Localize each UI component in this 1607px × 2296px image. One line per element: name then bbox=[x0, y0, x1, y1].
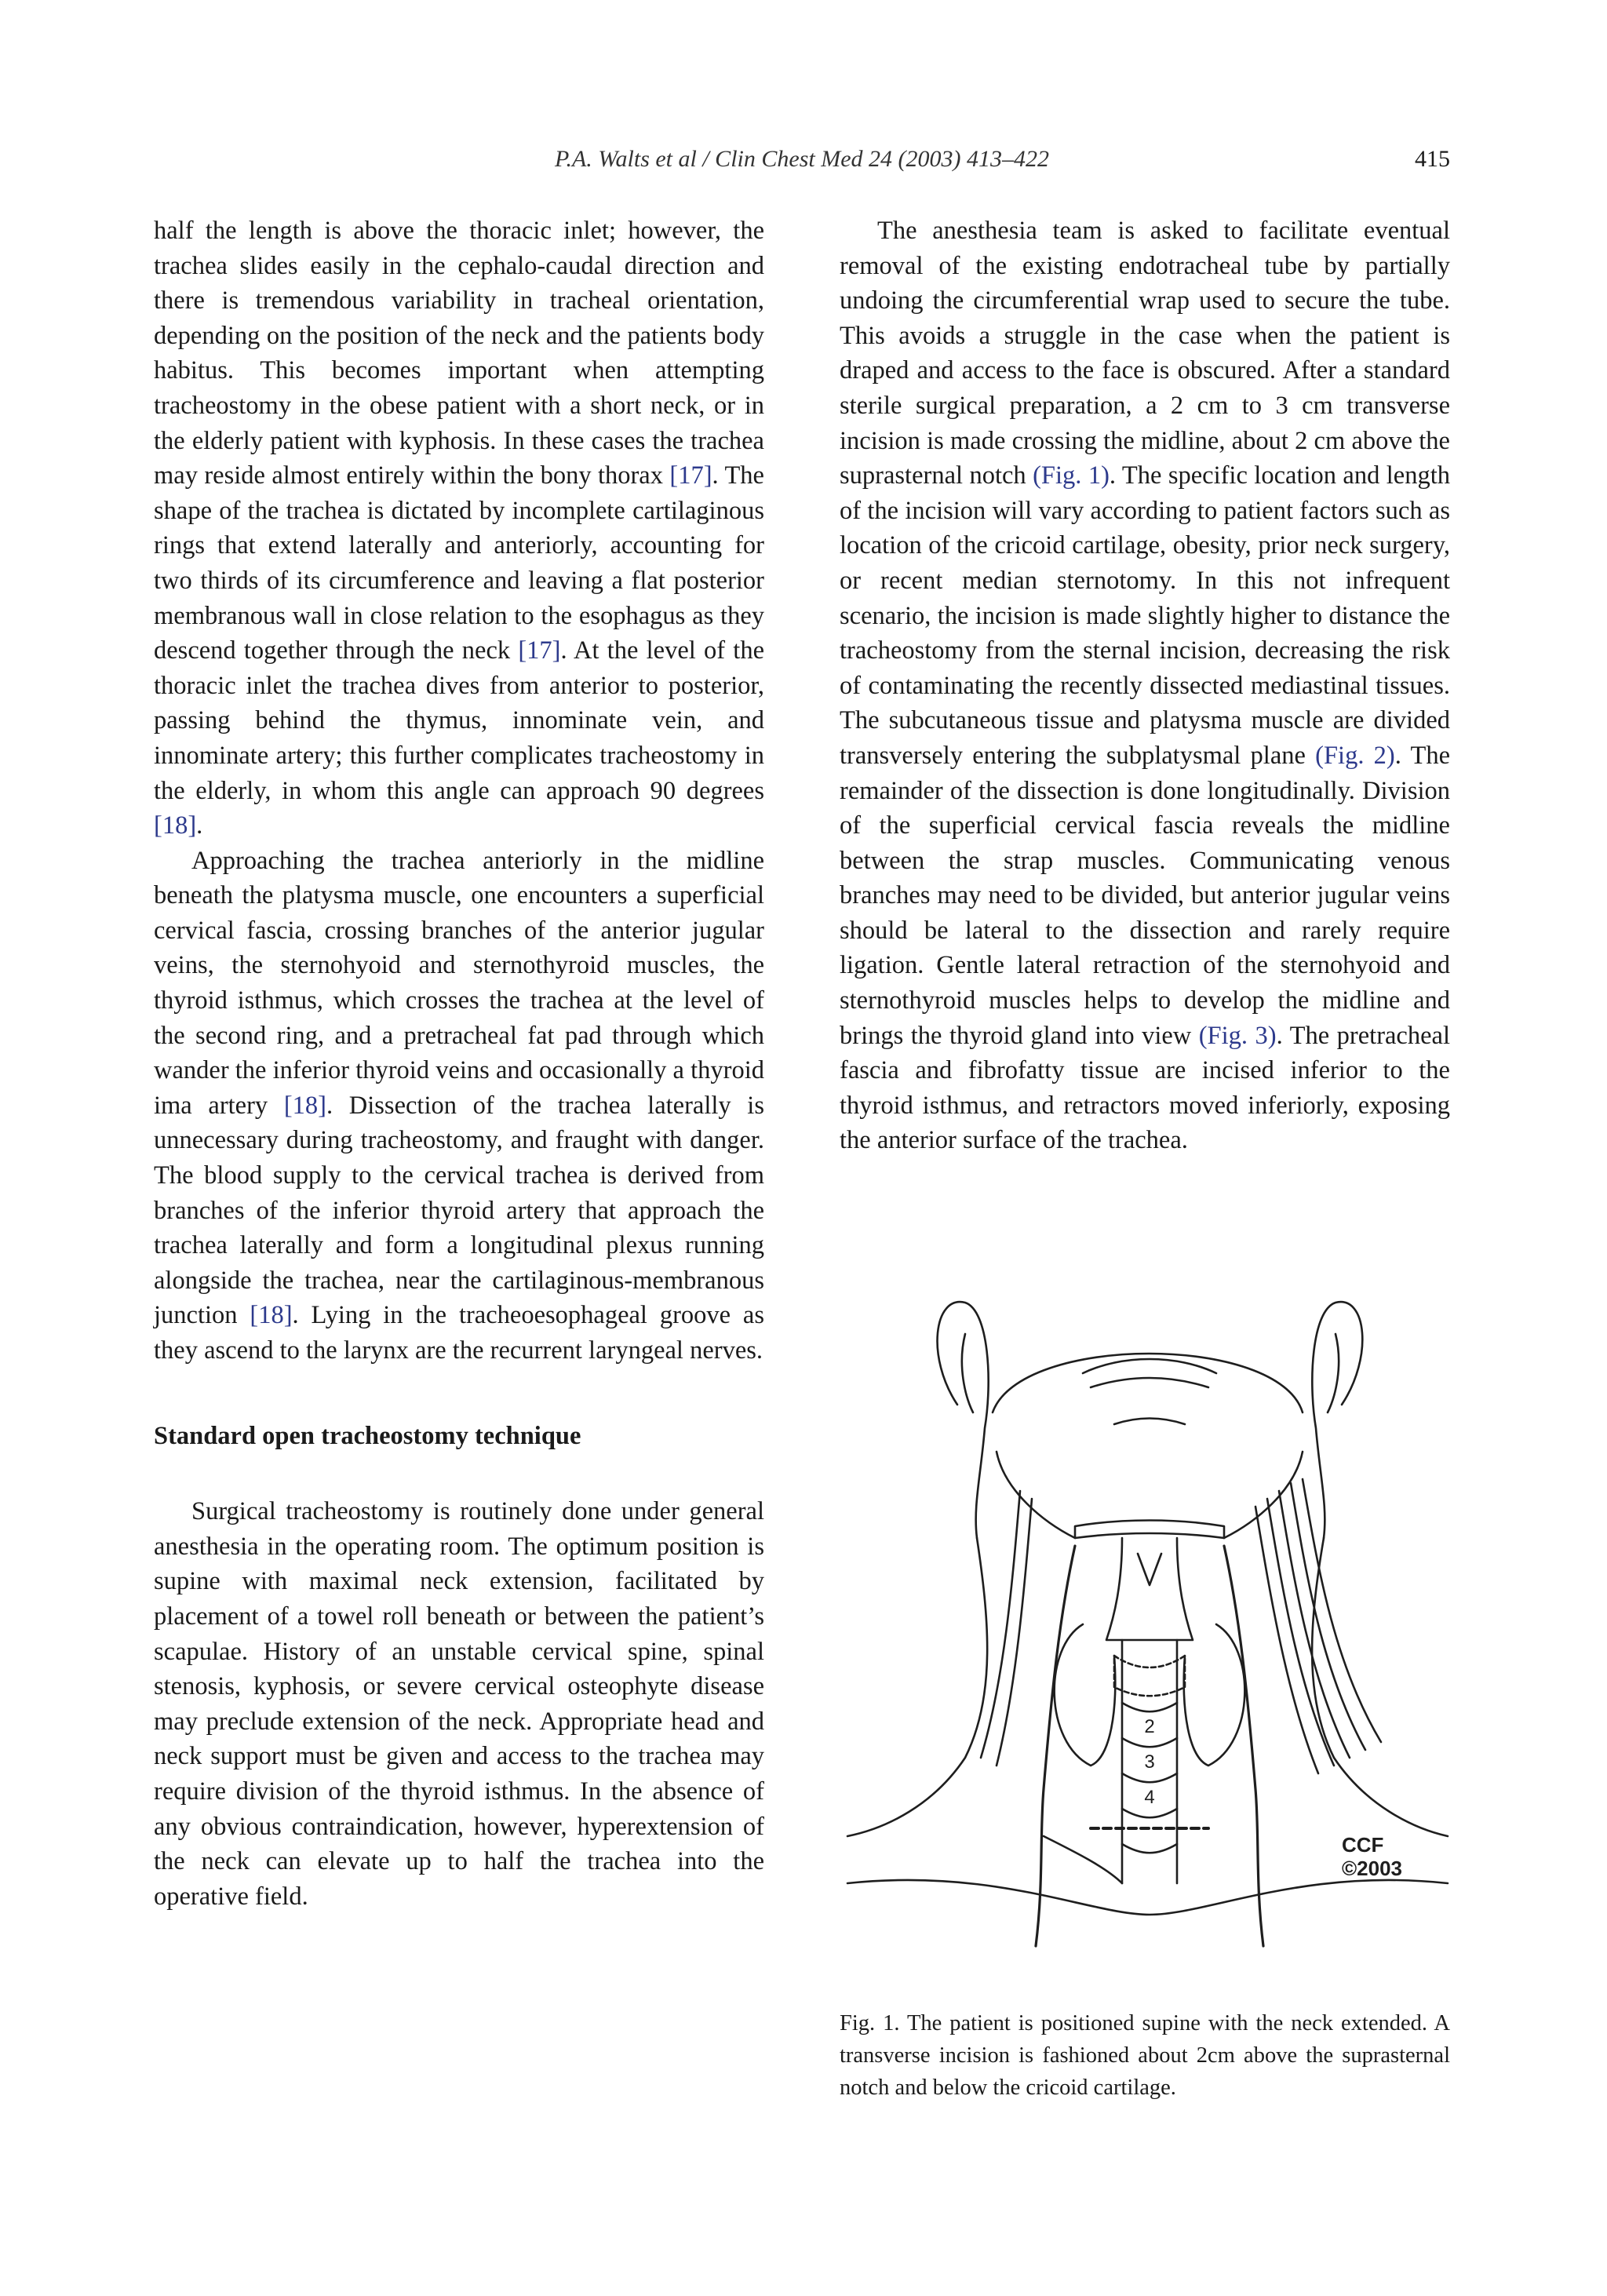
citation-link[interactable]: [18] bbox=[283, 1091, 326, 1120]
trachea-ring bbox=[1122, 1703, 1177, 1711]
mandible-right bbox=[1224, 1452, 1303, 1538]
caption-text: The patient is positioned supine with the neck extended. A transverse incision is fashioned about 2cm above the suprasternal notch and below the cricoid cartilage. bbox=[840, 2011, 1450, 2100]
neck-right-outline bbox=[1312, 1538, 1448, 1836]
running-head: P.A. Walts et al / Clin Chest Med 24 (2003) 413–422 bbox=[555, 146, 1049, 172]
lip-line bbox=[1083, 1359, 1216, 1373]
paragraph: Surgical tracheostomy is routinely done under general anesthesia in the operating room. The optimum position is supine with maximal neck extension, facilitated by placement of a towel roll beneath or between the patient’s scapulae. History of an unstable cervical spine, spinal stenosis, kyphosis, or severe cervical osteophyte disease may preclude extension of the neck. Appropriate head and neck support must be given and access to the trachea may require division of the thyroid isthmus. In the absence of any obvious contraindication, however, hyperextension of the neck can elevate up to half the trachea into the operative field. bbox=[154, 1497, 764, 1911]
text-run: . The pretracheal fascia and fibrofatty tissue are incised inferior to the thyroid isthmus, and retractors moved inferiorly, exposing the anterior surface of the trachea. bbox=[840, 1021, 1450, 1155]
muscle-line bbox=[997, 1499, 1032, 1766]
section-heading: Standard open tracheostomy technique bbox=[154, 1421, 581, 1450]
ring-label: 2 bbox=[1144, 1716, 1155, 1737]
thyroid-isthmus bbox=[1114, 1656, 1185, 1696]
citation-link[interactable]: [17] bbox=[669, 461, 712, 490]
thyroid-right-lobe bbox=[1184, 1624, 1245, 1766]
figure-credit: CCF bbox=[1342, 1833, 1384, 1857]
trachea-ring bbox=[1122, 1809, 1177, 1817]
trachea-ring bbox=[1122, 1844, 1177, 1853]
caption-label: Fig. 1. bbox=[840, 2011, 900, 2035]
text-run: . bbox=[196, 811, 203, 840]
thyroid-notch bbox=[1138, 1554, 1161, 1585]
text-run: . Lying in the tracheoesophageal groove as they ascend to the larynx are the recurrent laryngeal nerves. bbox=[154, 1301, 765, 1365]
left-ear bbox=[938, 1302, 989, 1538]
neck-left-outline bbox=[847, 1538, 987, 1836]
citation-link[interactable]: [18] bbox=[250, 1301, 293, 1330]
text-run: . The shape of the trachea is dictated by incomplete cartilaginous rings that extend laterally and anteriorly, accounting for two thirds of its circumference and leaving a flat posterior membranous wall in close relation to the esophagus as they descend together through the neck bbox=[154, 461, 764, 665]
figure-neck-illustration bbox=[840, 1287, 1450, 1962]
figure-caption bbox=[840, 2007, 1450, 2104]
clavicle-line bbox=[847, 1880, 1448, 1915]
right-ear-inner bbox=[1328, 1334, 1339, 1412]
jaw-outline bbox=[993, 1354, 1303, 1412]
ring-label: 4 bbox=[1144, 1787, 1155, 1808]
lip-line bbox=[1091, 1378, 1208, 1387]
figure-credit: ©2003 bbox=[1342, 1857, 1402, 1880]
left-column bbox=[154, 213, 764, 1914]
trachea-ring bbox=[1122, 1738, 1177, 1747]
communicating-vein bbox=[1044, 1836, 1122, 1883]
text-run: The anesthesia team is asked to facilitate eventual removal of the existing endotracheal tube by partially undoing the circumferential wrap used to secure the tube. This avoids a struggle in the case when the patient is draped and access to the face is obscured. After a standard sterile surgical preparation, a 2 cm to 3 cm transverse incision is made crossing the midline, about 2 cm above the suprasternal notch bbox=[840, 217, 1450, 490]
text-run: half the length is above the thoracic inlet; however, the trachea slides easily in the cephalo-caudal direction and there is tremendous variability in tracheal orientation, depending on the position of the neck and the patients body habitus. This becomes important when attempting tracheostomy in the obese patient with a short neck, or in the elderly patient with kyphosis. In these cases the trachea may reside almost entirely within the bony thorax bbox=[154, 217, 764, 490]
figure-link[interactable]: (Fig. 3) bbox=[1198, 1021, 1277, 1050]
trachea-ring bbox=[1122, 1773, 1177, 1782]
larynx-outline bbox=[1106, 1538, 1193, 1640]
neck-anatomy-drawing bbox=[840, 1287, 1450, 1962]
ring-label: 3 bbox=[1144, 1751, 1155, 1773]
page-header bbox=[154, 146, 1450, 180]
text-run: . Dissection of the trachea laterally is unnecessary during tracheostomy, and fraught with danger. The blood supply to the cervical trachea is derived from branches of the inferior thyroid artery that approach the trachea laterally and form a longitudinal plexus running alongside the trachea, near the cartilaginous-membranous junction bbox=[154, 1091, 764, 1330]
page-number: 415 bbox=[1415, 146, 1450, 172]
text-run: . At the level of the thoracic inlet the trachea dives from anterior to posterior, passing behind the thymus, innominate vein, and innominate artery; this further complicates tracheostomy in the elderly, in whom this angle can approach 90 degrees bbox=[154, 636, 764, 805]
figure-link[interactable]: (Fig. 1) bbox=[1033, 461, 1110, 490]
mandible-left bbox=[997, 1452, 1075, 1538]
text-run: . The remainder of the dissection is done longitudinally. Division of the superficial cervical fascia reveals the midline between the strap muscles. Communicating venous branches may need to be divided, but anterior jugular veins should be lateral to the dissection and rarely require ligation. Gentle lateral retraction of the sternohyoid and sternothyroid muscles helps to develop the midline and brings the thyroid gland into view bbox=[840, 741, 1451, 1050]
figure-link[interactable]: (Fig. 2) bbox=[1315, 741, 1395, 770]
thyroid-left-lobe bbox=[1055, 1624, 1116, 1766]
paragraph bbox=[154, 213, 764, 844]
citation-link[interactable]: [18] bbox=[154, 811, 197, 840]
left-ear-inner bbox=[962, 1334, 973, 1412]
text-run: Approaching the trachea anteriorly in the midline beneath the platysma muscle, one encounters a superficial cervical fascia, crossing branches of the anterior jugular veins, the sternohyoid and sternothyroid muscles, the thyroid isthmus, which crosses the trachea at the level of the second ring, and a pretracheal fat pad through which wander the inferior thyroid veins and occasionally a thyroid ima artery bbox=[154, 846, 764, 1120]
hyoid-bone bbox=[1075, 1521, 1224, 1539]
right-column bbox=[840, 213, 1450, 1158]
paragraph bbox=[840, 213, 1450, 1158]
paragraph bbox=[154, 844, 764, 1368]
chin-crease bbox=[1114, 1419, 1185, 1425]
text-run: . The specific location and length of the incision will vary according to patient factors such as location of the cricoid cartilage, obesity, prior neck surgery, or recent median sternotomy. In this not infrequent scenario, the incision is made slightly higher to distance the tracheostomy from the sternal incision, decreasing the risk of contaminating the recently dissected mediastinal tissues. The subcutaneous tissue and platysma muscle are divided transversely entering the subplatysmal plane bbox=[840, 461, 1451, 770]
citation-link[interactable]: [17] bbox=[518, 636, 561, 665]
